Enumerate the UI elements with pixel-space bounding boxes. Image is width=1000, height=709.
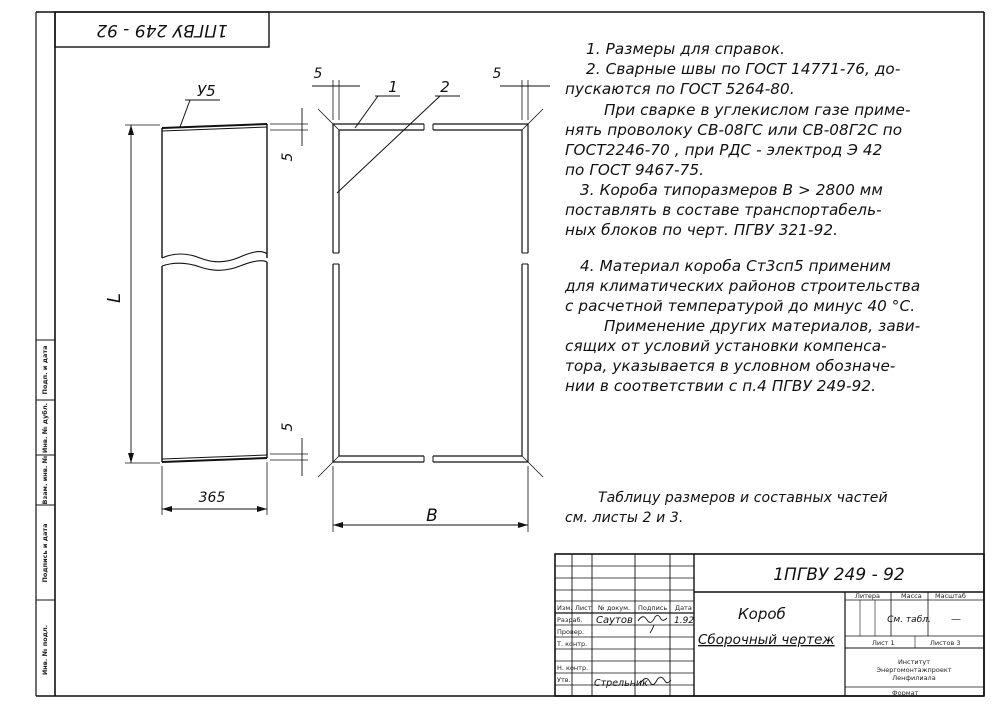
tb-razrab-date: 1.92 [674, 616, 695, 626]
tb-hdr-date: Дата [675, 604, 692, 612]
tb-utv-name: Стрельник [594, 678, 648, 689]
dim-edge-right-label: 5 [492, 66, 502, 82]
dim-width-left-label: 365 [198, 490, 226, 506]
tb-sheet: Лист 1 [872, 639, 895, 647]
position-2-label: 2 [440, 78, 450, 96]
note-3-l2: поставлять в составе транспортабель- [565, 201, 882, 219]
tb-hdr-doc: № докум. [598, 604, 631, 612]
note-3-l3: ных блоков по черт. ПГВУ 321-92. [565, 221, 839, 239]
note-4-p2: Применение других материалов, зави- [604, 317, 921, 335]
tb-row-razrab: Разраб. [557, 616, 583, 624]
tb-masshtab-val: — [951, 614, 961, 625]
tb-row-nkontr: Н. контр. [557, 664, 589, 672]
tb-org-1: Институт [897, 658, 931, 666]
note-4-p2-l4: нии в соответствии с п.4 ПГВУ 249-92. [565, 377, 877, 395]
tb-prover-signature [650, 625, 654, 633]
note-4-l3: с расчетной температурой до минус 40 °С. [565, 297, 916, 315]
tb-sheets: Листов 3 [930, 639, 961, 647]
note-2-p2-l3: ГОСТ2246-70 , при РДС - электрод Э 42 [565, 141, 883, 159]
tb-hdr-sign: Подпись [638, 604, 668, 612]
table-ref-line-1: Таблицу размеров и составных частей [598, 490, 888, 506]
front-view [312, 80, 550, 532]
note-2-p2: При сварке в углекислом газе приме- [604, 101, 911, 119]
tb-subtitle: Сборочный чертеж [698, 632, 835, 648]
dim-edge-left-label: 5 [313, 66, 323, 82]
tb-razrab-signature [638, 615, 667, 622]
tb-litera: Литера [855, 592, 881, 600]
note-3: 3. Короба типоразмеров B > 2800 мм [580, 181, 883, 199]
side-label-vzam: Взам. инв. № [41, 455, 49, 505]
dim-height-label: L [104, 292, 125, 304]
dim-width-right-label: B [426, 506, 438, 526]
note-1: 1. Размеры для справок. [586, 40, 786, 58]
tb-row-tkontr: Т. контр. [557, 640, 588, 648]
position-1-label: 1 [388, 78, 398, 96]
tb-row-prover: Провер. [557, 628, 585, 636]
dim-gap-top-label: 5 [280, 152, 296, 162]
rotated-stamp [55, 12, 269, 47]
side-label-podpis: Подпись и дата [41, 523, 49, 583]
tb-masshtab: Масштаб [935, 592, 966, 600]
tb-designation: 1ПГВУ 249 - 92 [773, 565, 905, 585]
tb-name: Короб [738, 605, 786, 623]
note-2-p2-l2: нять проволоку СВ-08ГС или СВ-08Г2С по [565, 121, 903, 139]
note-4-l2: для климатических районов строительства [565, 277, 921, 295]
note-2: 2. Сварные швы по ГОСТ 14771-76, до- [586, 60, 901, 78]
note-2-p2-l4: по ГОСТ 9467-75. [565, 161, 705, 179]
tb-razrab-name: Саутов [596, 615, 633, 626]
tb-hdr-list: Лист [575, 604, 592, 612]
tb-massa: Масса [901, 592, 922, 600]
note-4-p2-l2: сящих от условий установки компенса- [565, 337, 887, 355]
tb-massa-val: См. табл. [887, 615, 931, 625]
tb-hdr-izm: Изм. [557, 604, 573, 612]
tb-format: Формат [892, 689, 919, 697]
tb-org-2: Энергомонтажпроект [876, 666, 952, 674]
rotated-stamp-text: 1ПГВУ 249 - 92 [96, 20, 228, 40]
note-2-cont: пускаются по ГОСТ 5264-80. [565, 80, 795, 98]
tb-row-utv: Утв. [557, 676, 571, 684]
note-4-p2-l3: тора, указывается в условном обозначе- [565, 357, 896, 375]
side-label-podp-data: Подп. и дата [41, 345, 49, 395]
side-label-inv-podl: Инв. № подл. [41, 624, 49, 676]
dim-gap-bottom-label: 5 [280, 422, 296, 432]
dim-weld-label: У5 [197, 82, 216, 100]
side-label-dubl: Инв. № дубл. [41, 402, 49, 454]
tb-org-3: Ленфилиала [892, 674, 936, 682]
note-4: 4. Материал короба Ст3сп5 применим [580, 257, 891, 275]
table-ref-line-2: см. листы 2 и 3. [565, 510, 684, 526]
